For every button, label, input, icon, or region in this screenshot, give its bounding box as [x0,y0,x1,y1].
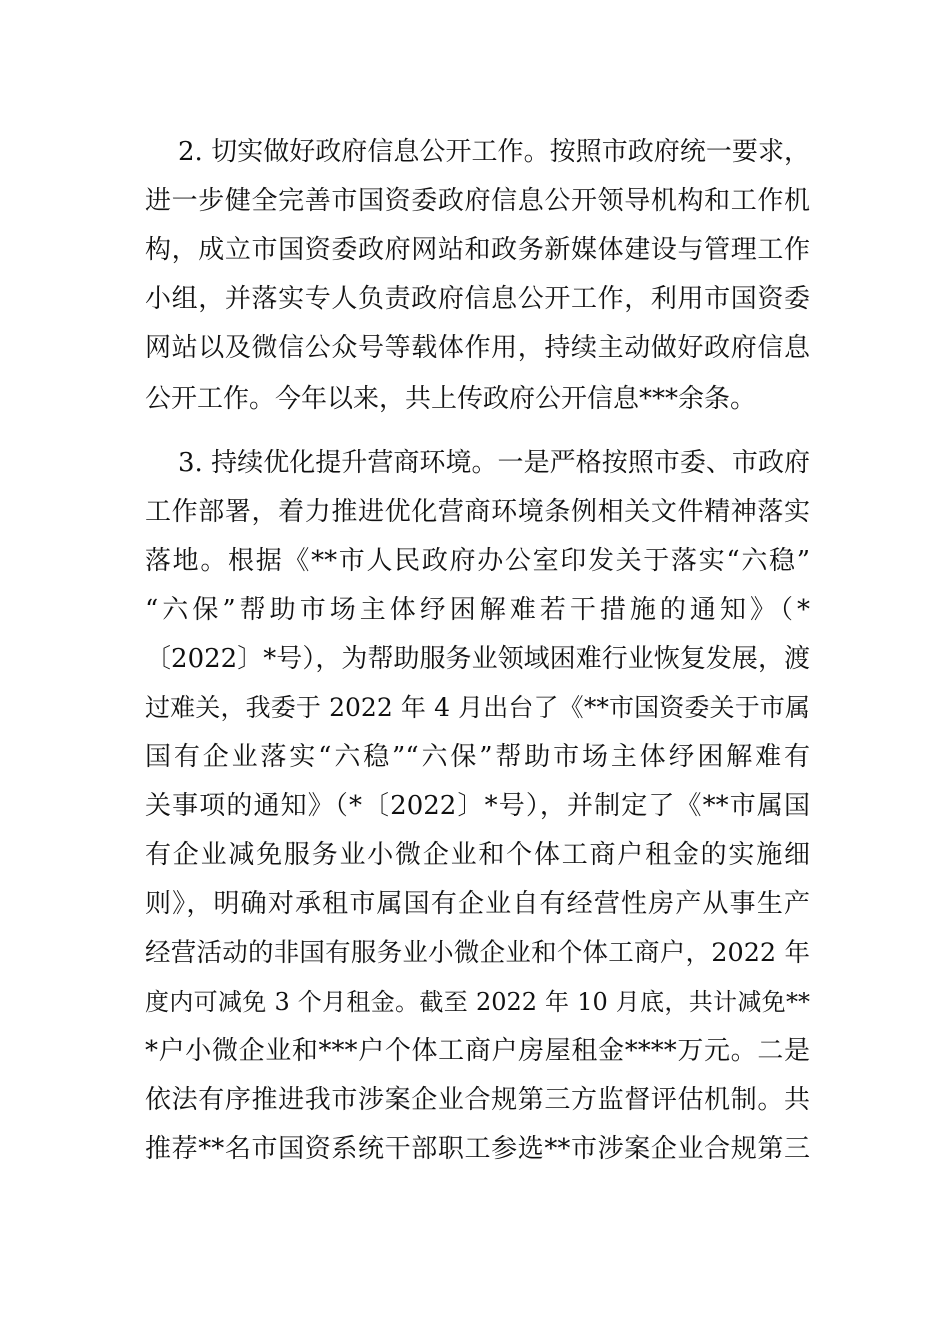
paragraph-1-line-3: 构，成立市国资委政府网站和政务新媒体建设与管理工作 [145,235,810,265]
paragraph-2-line-13: *户小微企业和***户个体工商户房屋租金****万元。二是 [145,1036,810,1066]
paragraph-2-line-1: 3. 持续优化提升营商环境。一是严格按照市委、市政府 [178,448,810,478]
paragraph-2-line-15: 推荐**名市国资系统干部职工参选**市涉案企业合规第三 [145,1134,810,1164]
paragraph-2-line-14: 依法有序推进我市涉案企业合规第三方监督评估机制。共 [145,1085,810,1115]
paragraph-1-line-5: 网站以及微信公众号等载体作用，持续主动做好政府信息 [145,333,810,363]
paragraph-2-line-7: 国有企业落实“六稳”“六保”帮助市场主体纾困解难有 [145,742,810,772]
paragraph-2-line-9: 有企业减免服务业小微企业和个体工商户租金的实施细 [145,840,810,870]
paragraph-2-line-6: 过难关，我委于 2022 年 4 月出台了《**市国资委关于市属 [145,693,810,722]
paragraph-2-line-5: 〔2022〕*号），为帮助服务业领域困难行业恢复发展，渡 [145,644,810,674]
paragraph-1-line-6: 公开工作。今年以来，共上传政府公开信息***余条。 [145,384,757,414]
paragraph-2-line-8: 关事项的通知》（*〔2022〕*号），并制定了《**市属国 [145,791,810,821]
paragraph-2-line-4: “六保”帮助市场主体纾困解难若干措施的通知》（* [145,595,810,625]
paragraph-1-line-4: 小组，并落实专人负责政府信息公开工作，利用市国资委 [145,284,810,314]
paragraph-2-line-11: 经营活动的非国有服务业小微企业和个体工商户，2022 年 [145,938,810,968]
paragraph-2-line-12: 度内可减免 3 个月租金。截至 2022 年 10 月底，共计减免** [145,988,810,1016]
paragraph-1-line-1: 2. 切实做好政府信息公开工作。按照市政府统一要求， [178,137,810,167]
paragraph-2-line-10: 则》，明确对承租市属国有企业自有经营性房产从事生产 [145,889,810,919]
paragraph-2-line-2: 工作部署，着力推进优化营商环境条例相关文件精神落实 [145,497,810,527]
paragraph-1-line-2: 进一步健全完善市国资委政府信息公开领导机构和工作机 [145,186,810,216]
paragraph-2-line-3: 落地。根据《**市人民政府办公室印发关于落实“六稳” [145,546,810,576]
